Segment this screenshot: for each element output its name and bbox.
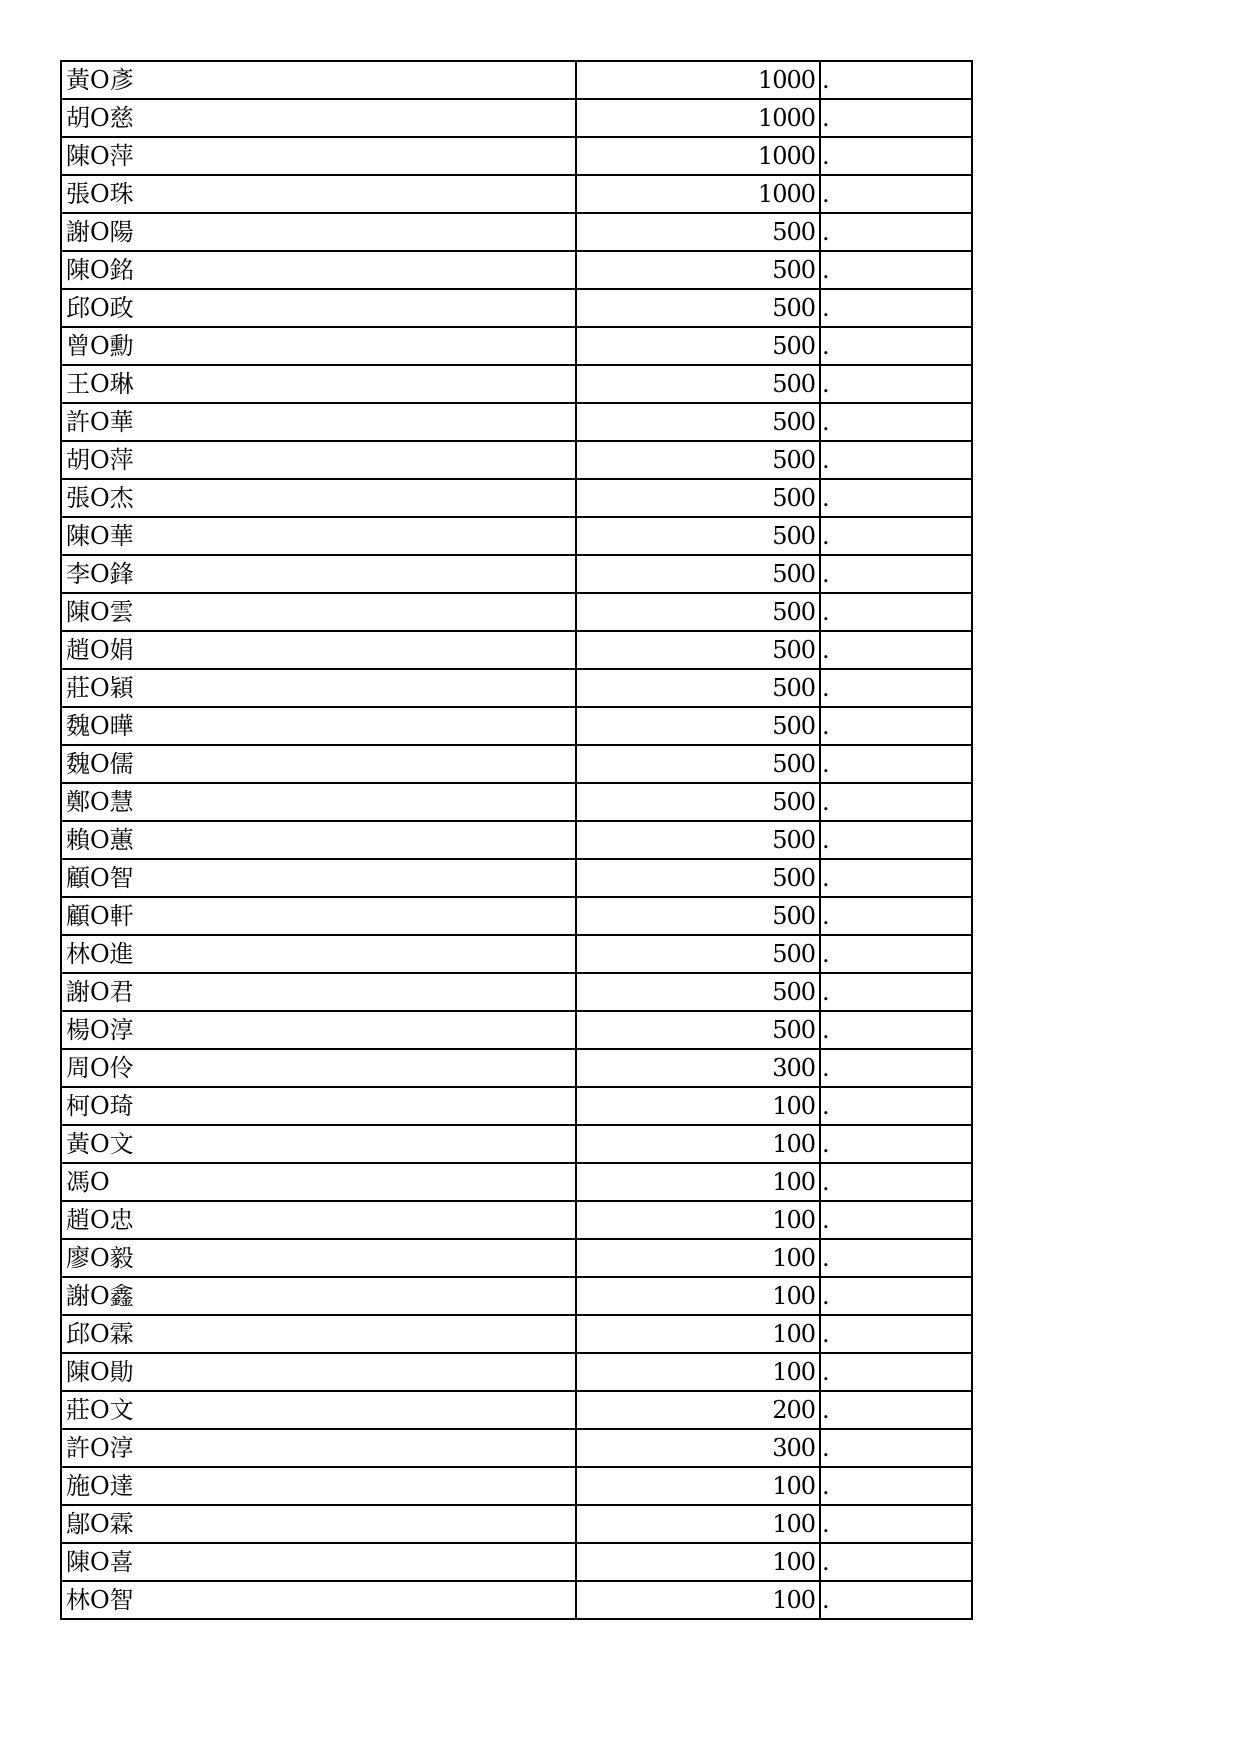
donor-name-cell: 胡O萍: [61, 441, 576, 479]
note-cell: .: [820, 669, 972, 707]
donation-amount-cell: 500: [576, 821, 820, 859]
table-row: [61, 1505, 972, 1543]
donor-table-body: [61, 61, 972, 1619]
note-cell: .: [820, 1543, 972, 1581]
note-cell: .: [820, 403, 972, 441]
donor-name-cell: 許O淳: [61, 1429, 576, 1467]
table-row: [61, 1087, 972, 1125]
table-row: [61, 213, 972, 251]
donation-amount-cell: 500: [576, 935, 820, 973]
donation-amount-cell: 500: [576, 859, 820, 897]
donation-amount-cell: 500: [576, 327, 820, 365]
note-cell: .: [820, 213, 972, 251]
note-cell: .: [820, 1391, 972, 1429]
note-cell: .: [820, 1277, 972, 1315]
donation-amount-cell: 300: [576, 1429, 820, 1467]
donation-amount-cell: 500: [576, 403, 820, 441]
donor-name-cell: 陳O萍: [61, 137, 576, 175]
donation-amount-cell: 500: [576, 213, 820, 251]
table-row: [61, 327, 972, 365]
table-row: [61, 669, 972, 707]
donor-name-cell: 柯O琦: [61, 1087, 576, 1125]
donation-amount-cell: 200: [576, 1391, 820, 1429]
note-cell: .: [820, 1581, 972, 1619]
note-cell: .: [820, 859, 972, 897]
table-row: [61, 593, 972, 631]
donation-amount-cell: 100: [576, 1163, 820, 1201]
donation-amount-cell: 1000: [576, 99, 820, 137]
donor-name-cell: 馮O: [61, 1163, 576, 1201]
donor-name-cell: 廖O毅: [61, 1239, 576, 1277]
donation-amount-cell: 500: [576, 365, 820, 403]
donation-amount-cell: 1000: [576, 137, 820, 175]
note-cell: .: [820, 631, 972, 669]
note-cell: .: [820, 1505, 972, 1543]
donor-name-cell: 莊O文: [61, 1391, 576, 1429]
donor-name-cell: 賴O蕙: [61, 821, 576, 859]
note-cell: .: [820, 289, 972, 327]
note-cell: .: [820, 1125, 972, 1163]
note-cell: .: [820, 1163, 972, 1201]
donation-amount-cell: 500: [576, 897, 820, 935]
table-row: [61, 365, 972, 403]
donor-name-cell: 謝O鑫: [61, 1277, 576, 1315]
donation-amount-cell: 500: [576, 289, 820, 327]
donation-amount-cell: 500: [576, 669, 820, 707]
note-cell: .: [820, 1049, 972, 1087]
donor-name-cell: 黃O彥: [61, 61, 576, 99]
donor-name-cell: 陳O喜: [61, 1543, 576, 1581]
donor-name-cell: 黃O文: [61, 1125, 576, 1163]
donor-name-cell: 陳O勛: [61, 1353, 576, 1391]
table-row: [61, 935, 972, 973]
donor-name-cell: 趙O忠: [61, 1201, 576, 1239]
donation-amount-cell: 100: [576, 1125, 820, 1163]
table-row: [61, 289, 972, 327]
table-row: [61, 1201, 972, 1239]
table-row: [61, 783, 972, 821]
donor-name-cell: 曾O勳: [61, 327, 576, 365]
table-row: [61, 479, 972, 517]
table-row: [61, 251, 972, 289]
note-cell: .: [820, 935, 972, 973]
donation-amount-cell: 100: [576, 1505, 820, 1543]
note-cell: .: [820, 745, 972, 783]
donation-amount-cell: 500: [576, 517, 820, 555]
table-row: [61, 1429, 972, 1467]
table-row: [61, 1163, 972, 1201]
donation-amount-cell: 500: [576, 555, 820, 593]
table-row: [61, 1239, 972, 1277]
donor-name-cell: 胡O慈: [61, 99, 576, 137]
donation-amount-cell: 300: [576, 1049, 820, 1087]
table-row: [61, 61, 972, 99]
donor-name-cell: 邱O政: [61, 289, 576, 327]
note-cell: .: [820, 251, 972, 289]
note-cell: .: [820, 783, 972, 821]
donor-name-cell: 林O進: [61, 935, 576, 973]
donation-amount-cell: 1000: [576, 175, 820, 213]
donation-amount-cell: 100: [576, 1353, 820, 1391]
donor-name-cell: 施O達: [61, 1467, 576, 1505]
note-cell: .: [820, 517, 972, 555]
note-cell: .: [820, 327, 972, 365]
table-row: [61, 517, 972, 555]
table-row: [61, 973, 972, 1011]
donor-name-cell: 林O智: [61, 1581, 576, 1619]
donor-name-cell: 周O伶: [61, 1049, 576, 1087]
note-cell: .: [820, 1467, 972, 1505]
donation-amount-cell: 100: [576, 1277, 820, 1315]
donation-amount-cell: 500: [576, 631, 820, 669]
donor-name-cell: 莊O穎: [61, 669, 576, 707]
donor-name-cell: 楊O淳: [61, 1011, 576, 1049]
donation-amount-cell: 100: [576, 1087, 820, 1125]
note-cell: .: [820, 479, 972, 517]
donation-amount-cell: 100: [576, 1315, 820, 1353]
donor-name-cell: 陳O華: [61, 517, 576, 555]
table-row: [61, 403, 972, 441]
donation-amount-cell: 500: [576, 593, 820, 631]
note-cell: .: [820, 555, 972, 593]
donation-amount-cell: 500: [576, 479, 820, 517]
note-cell: .: [820, 821, 972, 859]
donation-amount-cell: 500: [576, 973, 820, 1011]
note-cell: .: [820, 61, 972, 99]
donor-name-cell: 王O琳: [61, 365, 576, 403]
donation-amount-cell: 100: [576, 1543, 820, 1581]
donation-amount-cell: 100: [576, 1239, 820, 1277]
note-cell: .: [820, 441, 972, 479]
donor-name-cell: 邱O霖: [61, 1315, 576, 1353]
note-cell: .: [820, 1315, 972, 1353]
table-row: [61, 99, 972, 137]
note-cell: .: [820, 1239, 972, 1277]
donation-amount-cell: 500: [576, 441, 820, 479]
table-row: [61, 1125, 972, 1163]
table-row: [61, 1277, 972, 1315]
table-row: [61, 1315, 972, 1353]
table-row: [61, 859, 972, 897]
donor-name-cell: 張O珠: [61, 175, 576, 213]
donor-name-cell: 鄭O慧: [61, 783, 576, 821]
donation-amount-cell: 1000: [576, 61, 820, 99]
note-cell: .: [820, 365, 972, 403]
note-cell: .: [820, 175, 972, 213]
donor-name-cell: 顧O軒: [61, 897, 576, 935]
table-row: [61, 745, 972, 783]
table-row: [61, 1049, 972, 1087]
table-row: [61, 441, 972, 479]
table-row: [61, 137, 972, 175]
donation-amount-cell: 100: [576, 1201, 820, 1239]
note-cell: .: [820, 99, 972, 137]
table-row: [61, 1391, 972, 1429]
note-cell: .: [820, 1429, 972, 1467]
donor-name-cell: 陳O銘: [61, 251, 576, 289]
table-row: [61, 175, 972, 213]
donor-name-cell: 魏O曄: [61, 707, 576, 745]
donation-amount-cell: 100: [576, 1467, 820, 1505]
table-row: [61, 821, 972, 859]
table-row: [61, 897, 972, 935]
table-row: [61, 1467, 972, 1505]
table-row: [61, 631, 972, 669]
donor-name-cell: 陳O雲: [61, 593, 576, 631]
donor-name-cell: 李O鋒: [61, 555, 576, 593]
donor-name-cell: 謝O君: [61, 973, 576, 1011]
note-cell: .: [820, 1201, 972, 1239]
table-row: [61, 555, 972, 593]
donation-amount-cell: 500: [576, 783, 820, 821]
donation-amount-cell: 500: [576, 707, 820, 745]
donation-amount-cell: 500: [576, 1011, 820, 1049]
table-row: [61, 1543, 972, 1581]
donation-amount-cell: 100: [576, 1581, 820, 1619]
donor-name-cell: 鄔O霖: [61, 1505, 576, 1543]
donor-name-cell: 許O華: [61, 403, 576, 441]
note-cell: .: [820, 137, 972, 175]
note-cell: .: [820, 973, 972, 1011]
table-row: [61, 1581, 972, 1619]
note-cell: .: [820, 707, 972, 745]
donor-name-cell: 張O杰: [61, 479, 576, 517]
note-cell: .: [820, 1011, 972, 1049]
donor-name-cell: 魏O儒: [61, 745, 576, 783]
donor-name-cell: 趙O娟: [61, 631, 576, 669]
note-cell: .: [820, 897, 972, 935]
table-row: [61, 1353, 972, 1391]
donor-table: [60, 60, 973, 1620]
table-row: [61, 1011, 972, 1049]
note-cell: .: [820, 1353, 972, 1391]
note-cell: .: [820, 1087, 972, 1125]
donor-name-cell: 顧O智: [61, 859, 576, 897]
note-cell: .: [820, 593, 972, 631]
donation-amount-cell: 500: [576, 251, 820, 289]
table-row: [61, 707, 972, 745]
donor-name-cell: 謝O陽: [61, 213, 576, 251]
donation-amount-cell: 500: [576, 745, 820, 783]
